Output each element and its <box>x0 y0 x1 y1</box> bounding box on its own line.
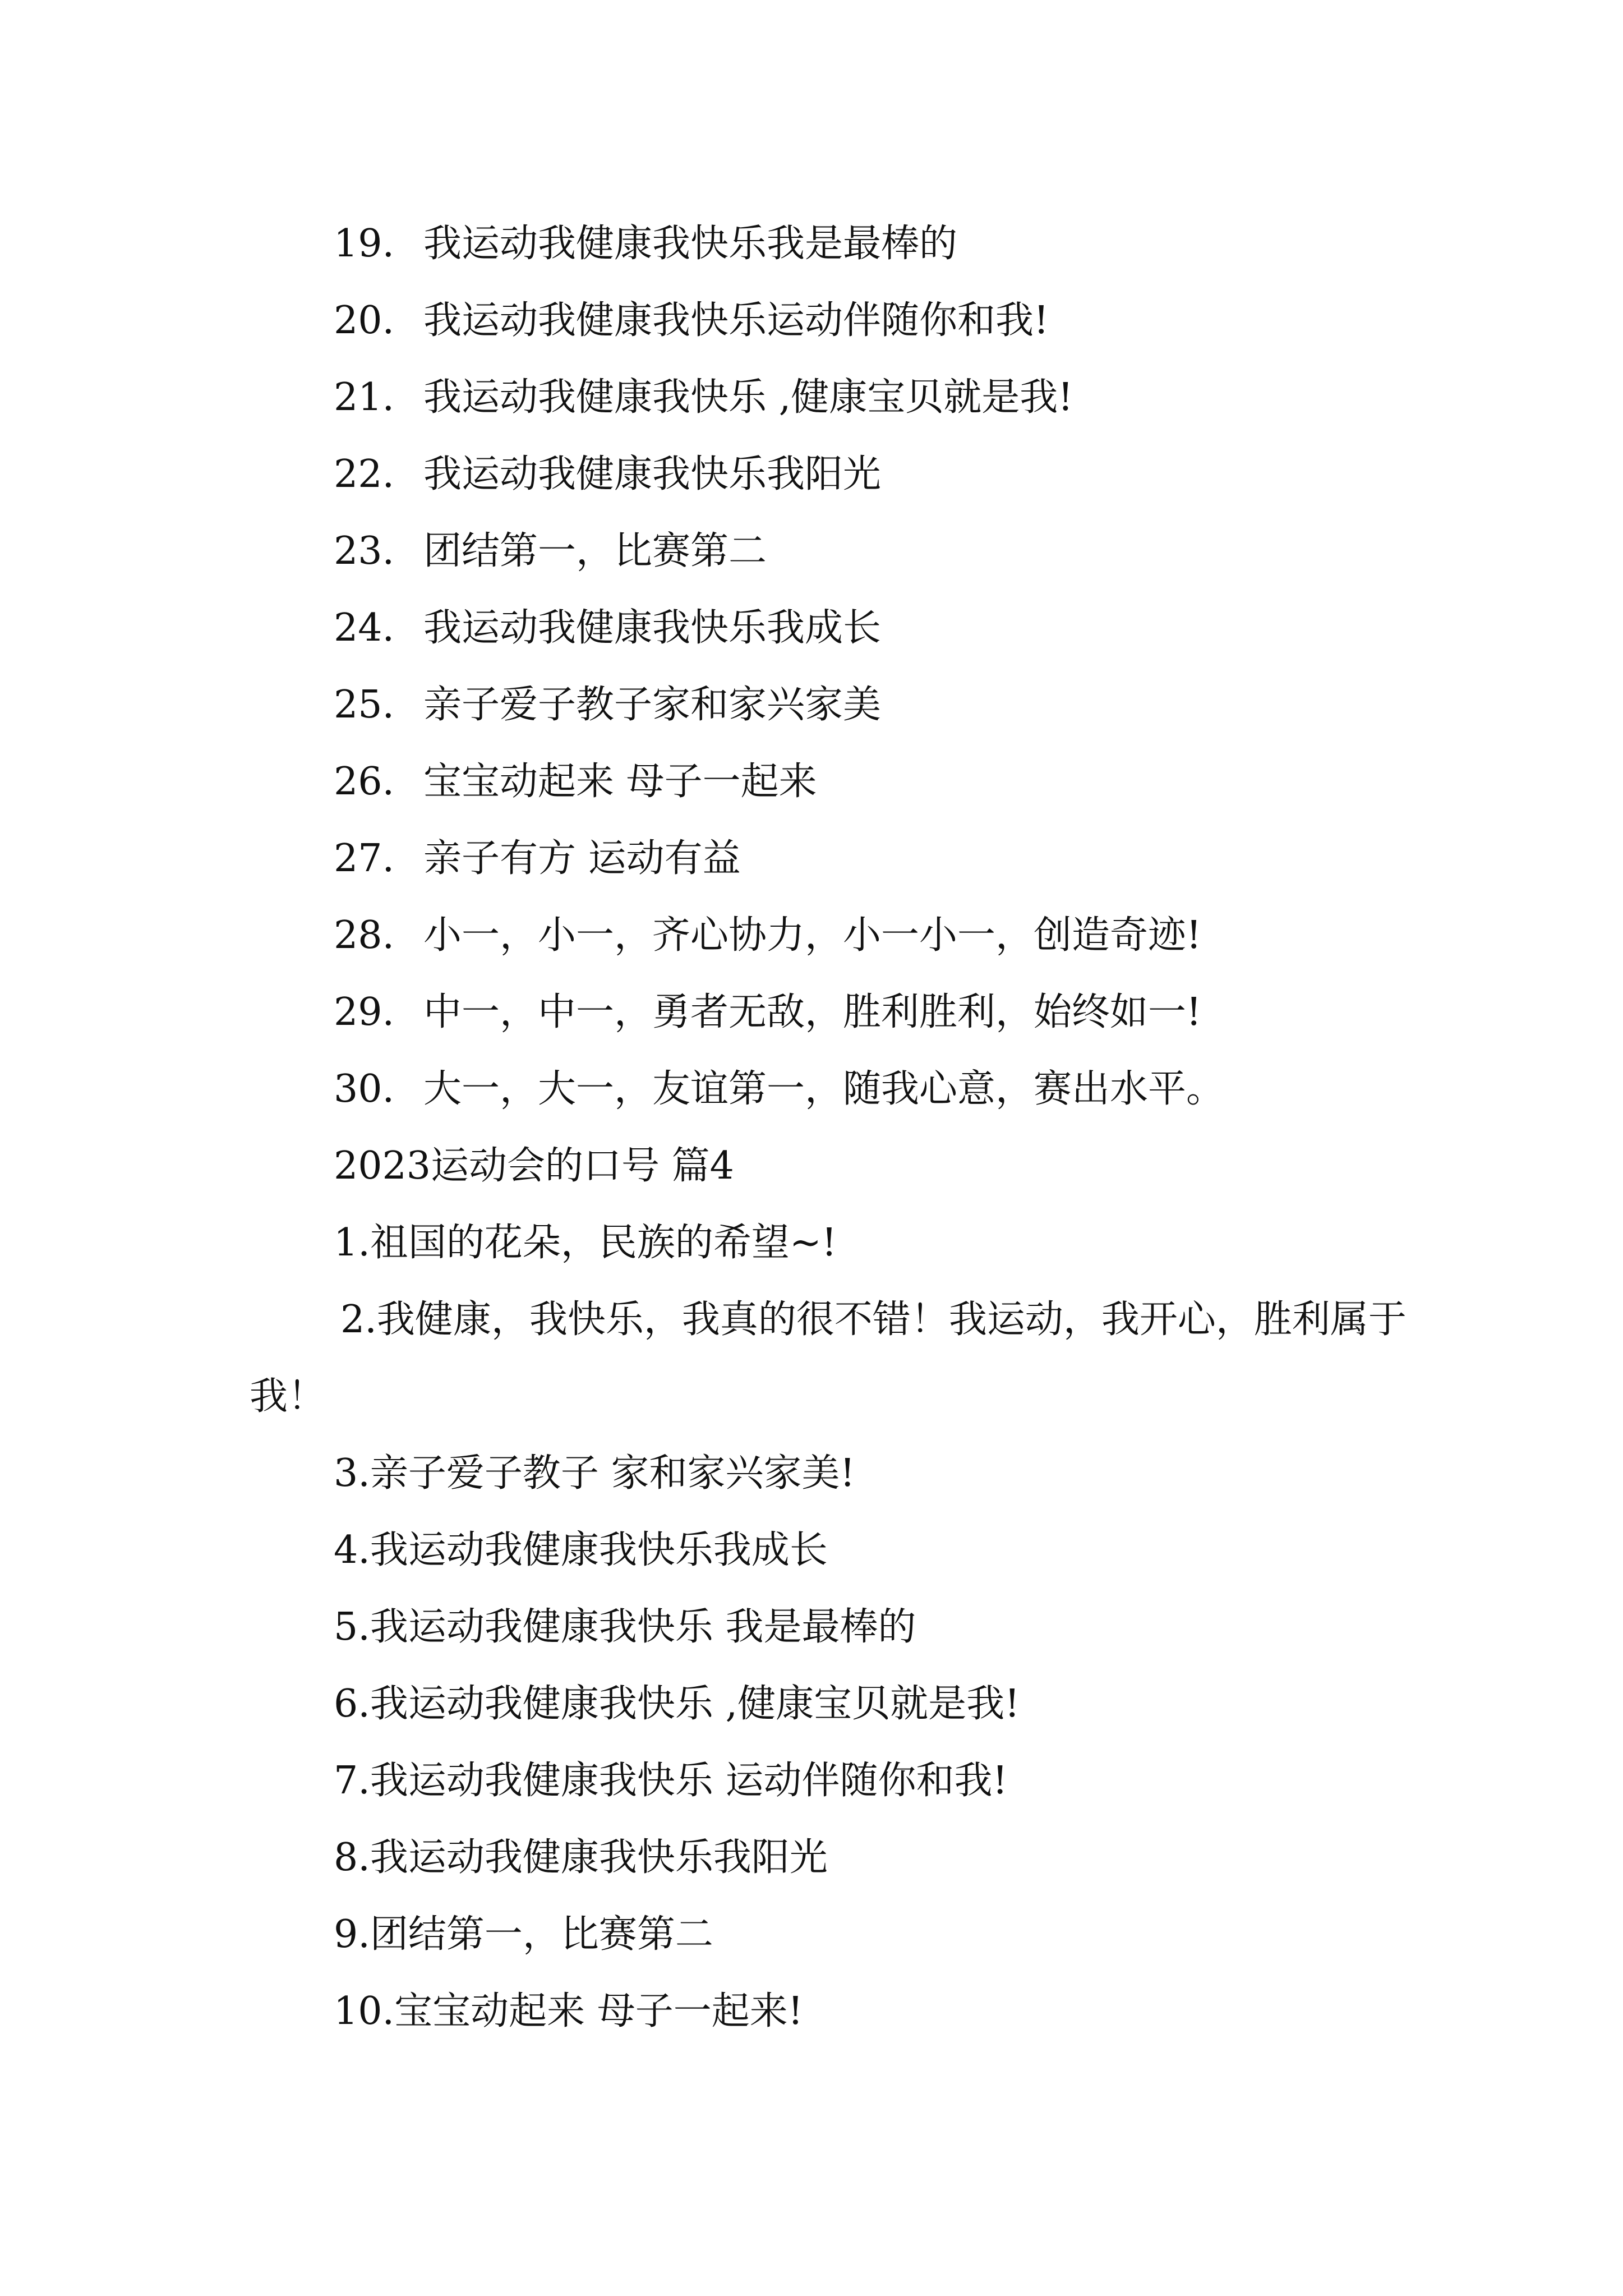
list-item: 10.宝宝动起来 母子一起来! <box>334 1989 804 2033</box>
list-item: 19. 我运动我健康我快乐我是最棒的 <box>334 222 958 266</box>
slogan-list-top <box>250 205 1455 1128</box>
list-item: 20. 我运动我健康我快乐运动伴随你和我! <box>334 298 1049 343</box>
list-item: 21. 我运动我健康我快乐 ,健康宝贝就是我! <box>334 375 1073 420</box>
list-item-wrapped: 2.我健康，我快乐，我真的很不错！我运动，我开心，胜利属于我！ <box>250 1297 1407 1419</box>
list-item: 4.我运动我健康我快乐我成长 <box>334 1528 828 1572</box>
slogan-list-bottom <box>250 1204 1455 2050</box>
list-item: 24. 我运动我健康我快乐我成长 <box>334 606 882 650</box>
list-item: 9.团结第一，比赛第二 <box>334 1912 713 1957</box>
list-item: 22. 我运动我健康我快乐我阳光 <box>334 452 882 496</box>
list-item: 7.我运动我健康我快乐 运动伴随你和我! <box>334 1759 1008 1803</box>
section-title: 2023运动会的口号 篇4 <box>334 1144 734 1188</box>
list-item: 27. 亲子有方 运动有益 <box>334 836 741 881</box>
document-body <box>250 205 1455 2050</box>
list-item: 26. 宝宝动起来 母子一起来 <box>334 760 817 804</box>
list-item: 8.我运动我健康我快乐我阳光 <box>334 1835 828 1880</box>
list-item: 28. 小一，小一，齐心协力，小一小一，创造奇迹! <box>334 913 1202 958</box>
list-item: 3.亲子爱子教子 家和家兴家美! <box>334 1451 855 1496</box>
list-item: 23. 团结第一，比赛第二 <box>334 529 767 573</box>
list-item: 30. 大一，大一，友谊第一，随我心意，赛出水平。 <box>334 1067 1225 1111</box>
list-item: 6.我运动我健康我快乐 ,健康宝贝就是我! <box>334 1682 1020 1726</box>
list-item: 1.祖国的花朵，民族的希望~! <box>334 1221 837 1265</box>
list-item: 5.我运动我健康我快乐 我是最棒的 <box>334 1605 916 1649</box>
list-item: 25. 亲子爱子教子家和家兴家美 <box>334 683 882 727</box>
list-item: 29. 中一，中一，勇者无敌，胜利胜利，始终如一! <box>334 990 1202 1034</box>
